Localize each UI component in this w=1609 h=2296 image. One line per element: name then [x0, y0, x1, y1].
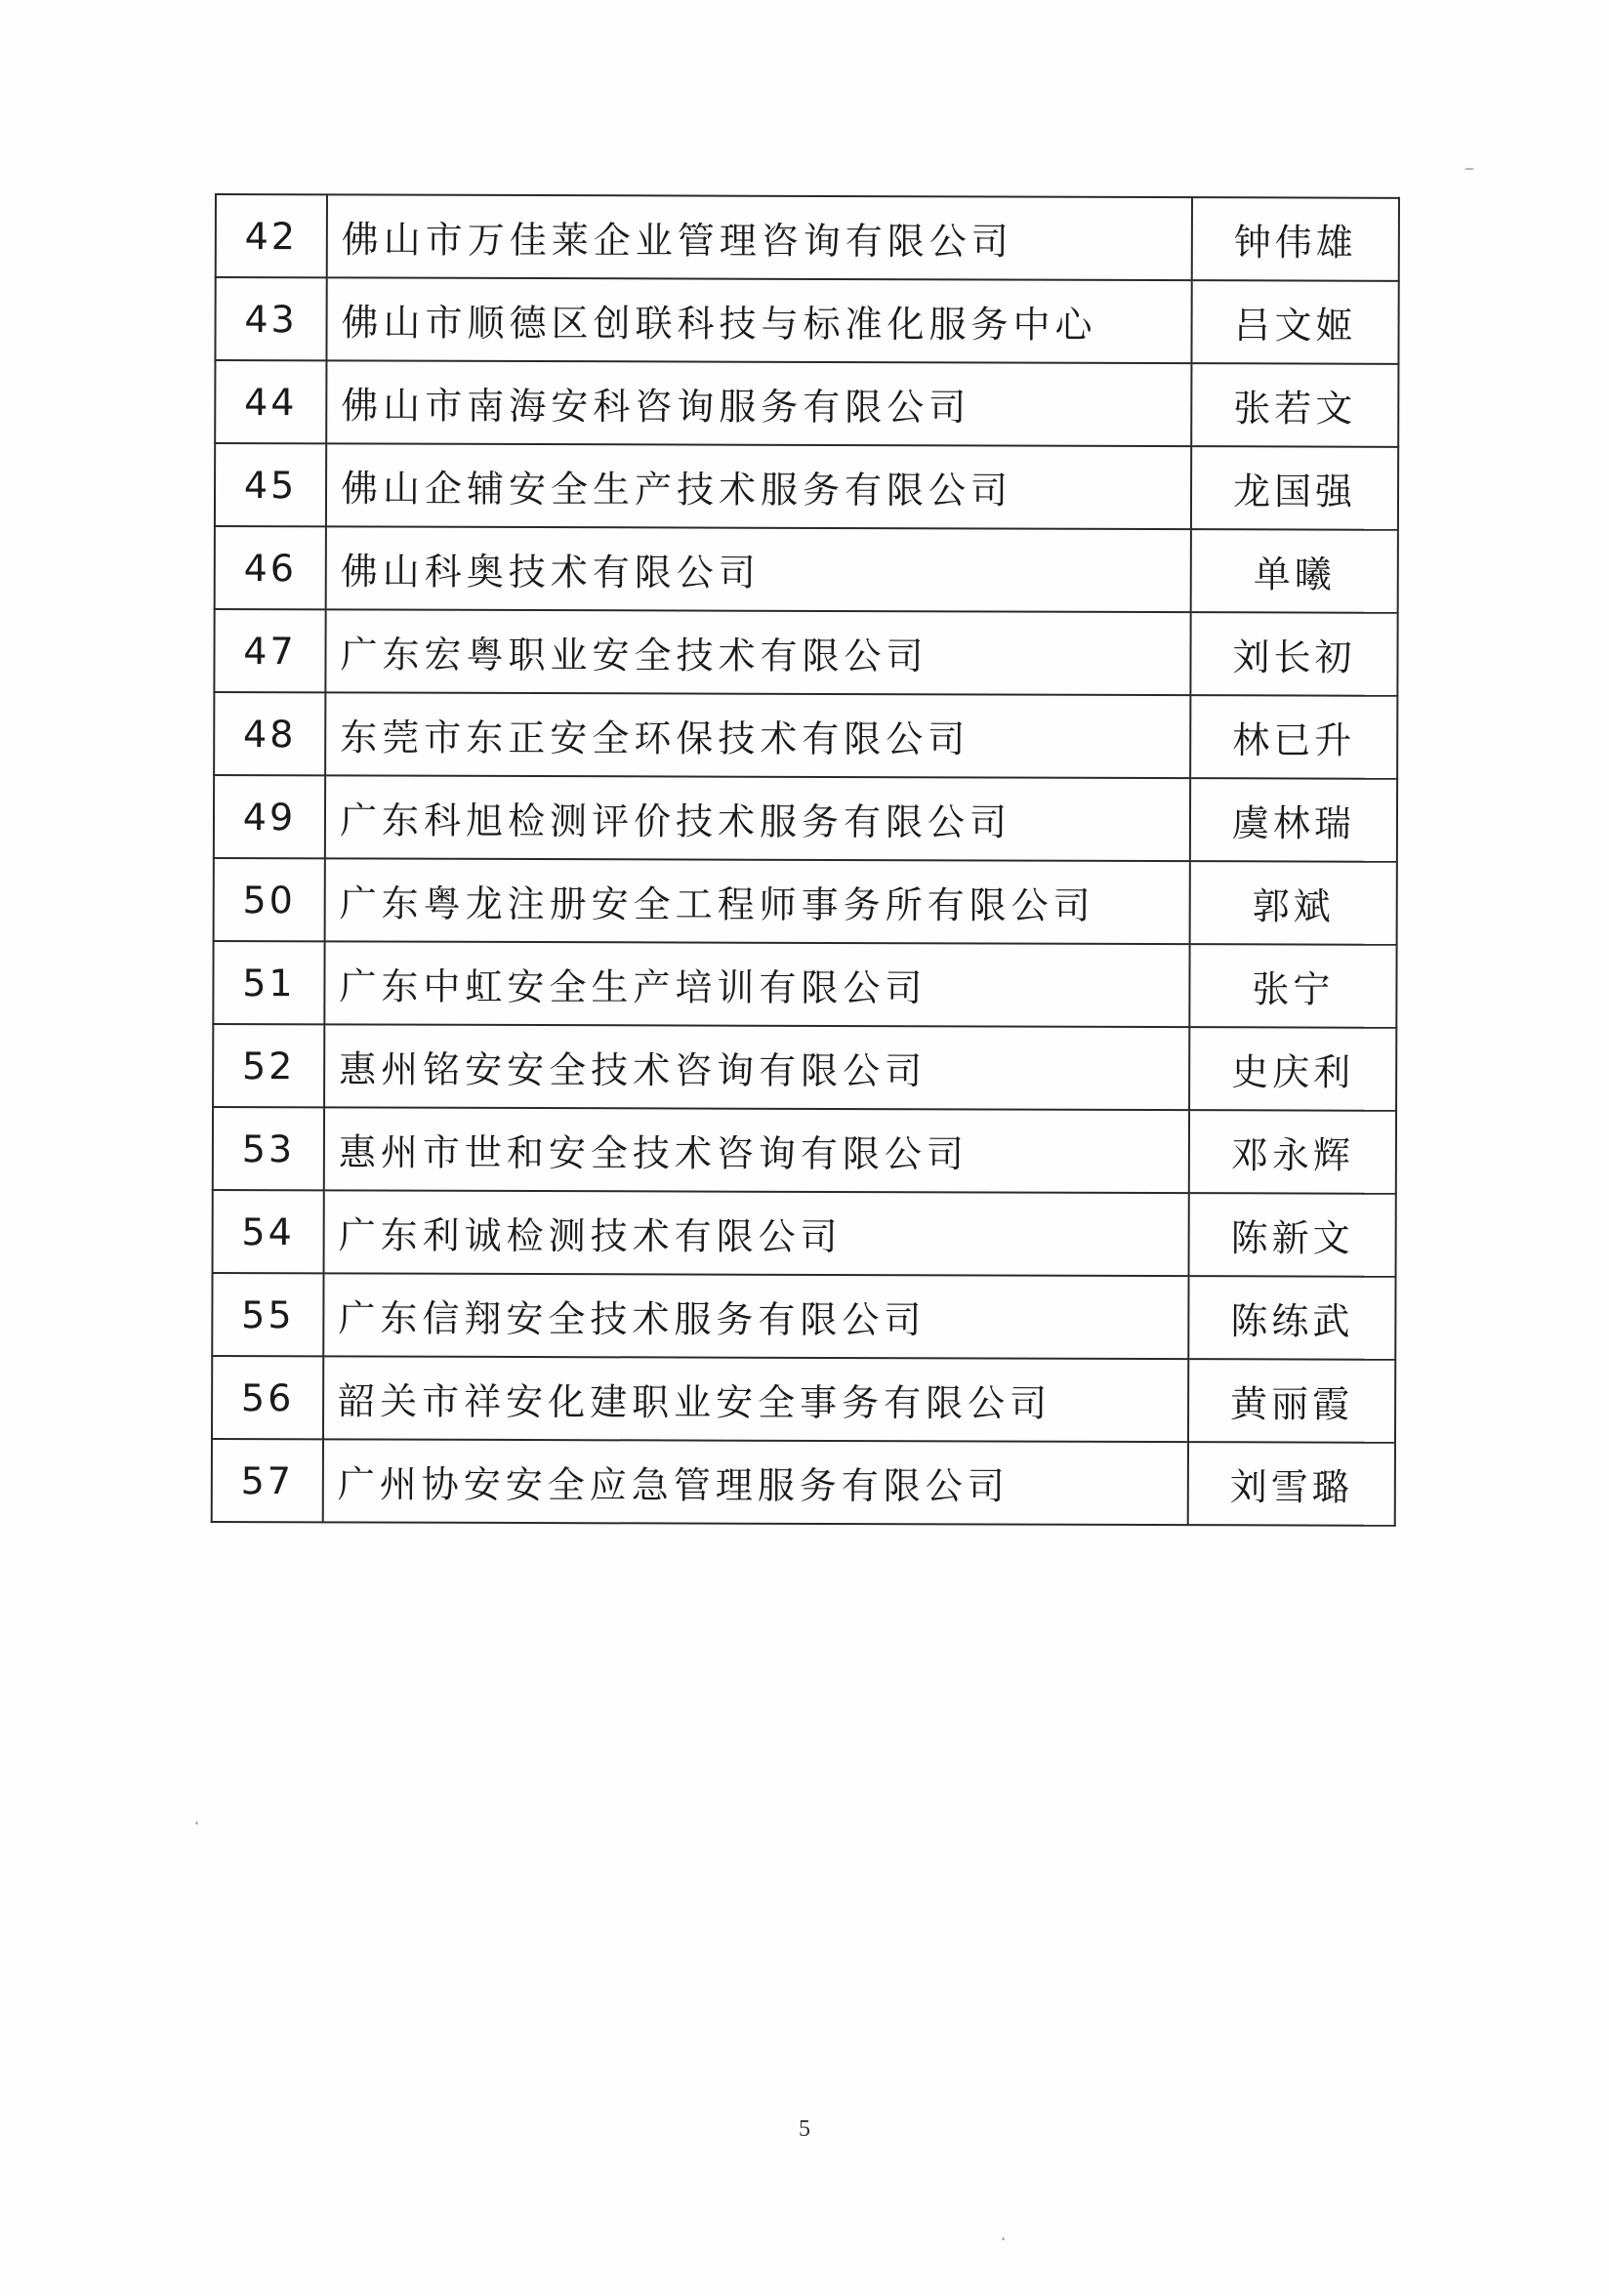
table-row [215, 526, 1398, 613]
row-number: 42 [216, 194, 327, 277]
table-row [213, 1190, 1396, 1277]
company-name: 佛山市顺德区创联科技与标准化服务中心 [326, 277, 1191, 363]
row-number: 51 [213, 941, 324, 1024]
company-name: 韶关市祥安化建职业安全事务有限公司 [323, 1356, 1188, 1442]
company-name: 广东利诚检测技术有限公司 [324, 1190, 1189, 1276]
person-name: 刘雪璐 [1188, 1442, 1395, 1526]
person-name: 吕文姬 [1191, 280, 1398, 364]
row-number: 49 [214, 775, 325, 858]
company-name: 佛山市万佳莱企业管理咨询有限公司 [327, 194, 1192, 280]
scan-speck [195, 1822, 198, 1824]
row-number: 56 [212, 1356, 323, 1439]
person-name: 单曦 [1191, 529, 1398, 613]
row-number: 52 [213, 1024, 324, 1107]
row-number: 47 [214, 609, 325, 692]
roster-table-body [212, 194, 1399, 1526]
table-row [215, 443, 1398, 530]
table-row [213, 1024, 1396, 1111]
person-name: 陈练武 [1188, 1276, 1395, 1360]
row-number: 57 [212, 1439, 323, 1522]
person-name: 邓永辉 [1189, 1110, 1396, 1194]
person-name: 张若文 [1191, 363, 1398, 447]
table-row [215, 360, 1398, 447]
row-number: 46 [215, 526, 326, 609]
company-name: 广东中虹安全生产培训有限公司 [324, 941, 1189, 1027]
company-name: 佛山市南海安科咨询服务有限公司 [326, 360, 1191, 446]
table-row [212, 1273, 1395, 1360]
table-row [214, 692, 1397, 779]
company-name: 东莞市东正安全环保技术有限公司 [325, 692, 1190, 778]
table-row [213, 1107, 1396, 1194]
roster-table [211, 193, 1400, 1527]
table-row [213, 941, 1396, 1028]
row-number: 53 [213, 1107, 324, 1190]
table-row [212, 1439, 1395, 1526]
table-row [214, 609, 1397, 696]
company-name: 广东宏粤职业安全技术有限公司 [325, 609, 1190, 695]
row-number: 44 [215, 360, 326, 443]
company-name: 惠州铭安安全技术咨询有限公司 [324, 1024, 1189, 1110]
person-name: 张宁 [1189, 944, 1396, 1028]
company-name: 佛山科奥技术有限公司 [326, 526, 1191, 612]
person-name: 陈新文 [1189, 1193, 1396, 1277]
person-name: 刘长初 [1190, 612, 1397, 696]
person-name: 虞林瑞 [1190, 778, 1397, 862]
company-name: 广东信翔安全技术服务有限公司 [323, 1273, 1188, 1359]
scan-speck [1002, 2237, 1005, 2240]
person-name: 钟伟雄 [1192, 197, 1399, 281]
row-number: 43 [215, 277, 326, 360]
table-row [214, 775, 1397, 862]
row-number: 48 [214, 692, 325, 775]
company-name: 广州协安安全应急管理服务有限公司 [323, 1439, 1188, 1525]
table-row [214, 858, 1397, 945]
scan-speck [1465, 168, 1474, 170]
company-name: 惠州市世和安全技术咨询有限公司 [324, 1107, 1189, 1193]
table-row [216, 194, 1399, 281]
person-name: 郭斌 [1190, 861, 1397, 945]
row-number: 45 [215, 443, 326, 526]
company-name: 广东科旭检测评价技术服务有限公司 [325, 775, 1190, 861]
table-row [215, 277, 1398, 364]
company-name: 广东粤龙注册安全工程师事务所有限公司 [325, 858, 1190, 944]
company-name: 佛山企辅安全生产技术服务有限公司 [326, 443, 1191, 529]
person-name: 龙国强 [1191, 446, 1398, 530]
person-name: 林已升 [1190, 695, 1397, 779]
row-number: 54 [213, 1190, 324, 1273]
person-name: 黄丽霞 [1188, 1359, 1395, 1443]
row-number: 55 [212, 1273, 323, 1356]
page-number: 5 [799, 2116, 810, 2142]
person-name: 史庆利 [1189, 1027, 1396, 1111]
row-number: 50 [214, 858, 325, 941]
table-row [212, 1356, 1395, 1443]
